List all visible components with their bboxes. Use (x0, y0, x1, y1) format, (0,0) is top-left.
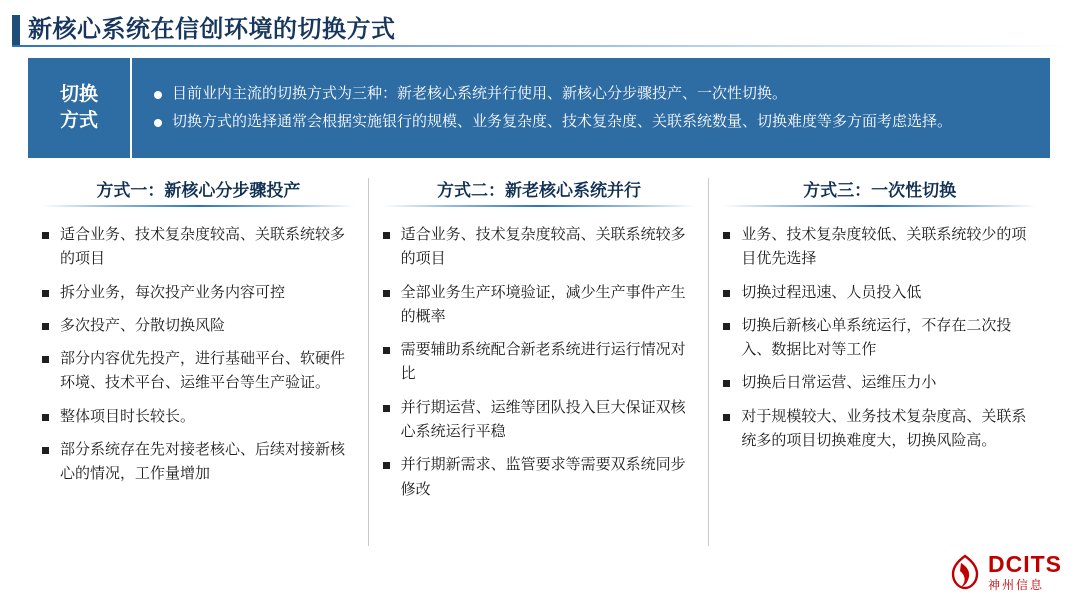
banner-tag-line1: 切换 (59, 84, 98, 106)
square-bullet-icon (383, 290, 390, 297)
list-item (723, 371, 1036, 395)
dot-bullet-icon (154, 91, 162, 99)
banner-point (154, 111, 1032, 134)
list-item (383, 223, 696, 272)
column-method-one (28, 170, 369, 560)
list-item-text: 切换后日常运营、运维压力小 (741, 374, 937, 392)
banner-tag-line2: 方式 (59, 110, 98, 131)
list-item-text: 切换过程迅速、人员投入低 (741, 283, 922, 301)
company-logo (912, 546, 1062, 598)
column-heading: 方式二：新老核心系统并行 (437, 181, 641, 200)
square-bullet-icon (723, 380, 730, 387)
square-bullet-icon (42, 323, 49, 330)
column-heading: 方式三：一次性切换 (803, 181, 957, 200)
list-item (383, 281, 696, 330)
column-bullet-list (723, 223, 1036, 453)
square-bullet-icon (723, 290, 730, 297)
list-item (42, 438, 355, 487)
square-bullet-icon (383, 232, 390, 239)
list-item-text: 多次投产、分散切换风险 (60, 316, 226, 334)
list-item (723, 281, 1036, 305)
banner-point (154, 83, 1032, 106)
list-item-text: 需要辅助系统配合新老系统进行运行情况对比 (400, 341, 686, 383)
list-item (42, 347, 355, 396)
square-bullet-icon (42, 232, 49, 239)
column-method-two (369, 170, 710, 560)
square-bullet-icon (42, 414, 49, 421)
column-heading-rule (42, 205, 355, 207)
title-underline (12, 45, 1068, 47)
column-heading: 方式一：新核心分步骤投产 (96, 181, 301, 200)
dot-bullet-icon (154, 119, 162, 127)
banner-point-text: 切换方式的选择通常会根据实施银行的规模、业务复杂度、技术复杂度、关联系统数量、切换难度等多方面考虑选择。 (172, 112, 953, 130)
square-bullet-icon (383, 347, 390, 354)
column-bullet-list (42, 223, 355, 487)
list-item (42, 223, 355, 272)
list-item (723, 314, 1036, 363)
list-item (383, 453, 696, 502)
logo-main-text: DCITS (988, 551, 1062, 577)
banner-tag (28, 58, 132, 158)
title-accent-bar (12, 15, 20, 45)
list-item (42, 314, 355, 338)
column-method-three (709, 170, 1050, 560)
square-bullet-icon (383, 405, 390, 412)
list-item-text: 整体项目时长较长。 (60, 407, 196, 425)
list-item (723, 405, 1036, 454)
square-bullet-icon (723, 414, 730, 421)
list-item-text: 切换后新核心单系统运行，不存在二次投入、数据比对等工作 (741, 316, 1012, 359)
square-bullet-icon (42, 447, 49, 454)
banner-body (132, 58, 1050, 158)
list-item-text: 对于规模较大、业务技术复杂度高、关联系统多的项目切换难度大，切换风险高。 (741, 407, 1027, 450)
list-item-text: 业务、技术复杂度较低、关联系统较少的项目优先选择 (741, 226, 1027, 268)
column-heading-rule (723, 205, 1036, 207)
square-bullet-icon (42, 356, 49, 363)
square-bullet-icon (42, 290, 49, 297)
columns-container (28, 170, 1050, 560)
page-title: 新核心系统在信创环境的切换方式 (28, 15, 396, 43)
list-item (723, 223, 1036, 272)
list-item (42, 405, 355, 429)
banner-point-text: 目前业内主流的切换方式为三种：新老核心系统并行使用、新核心分步骤投产、一次性切换。 (172, 85, 788, 102)
list-item (42, 281, 355, 305)
summary-banner (28, 58, 1050, 158)
list-item-text: 适合业务、技术复杂度较高、关联系统较多的项目 (400, 226, 686, 268)
dcits-logo-icon (948, 554, 982, 590)
logo-sub-text: 神州信息 (988, 578, 1045, 592)
column-bullet-list (383, 223, 696, 502)
list-item-text: 拆分业务，每次投产业务内容可控 (60, 283, 286, 301)
list-item-text: 部分系统存在先对接老核心、后续对接新核心的情况，工作量增加 (60, 441, 346, 483)
list-item-text: 适合业务、技术复杂度较高、关联系统较多的项目 (60, 226, 346, 268)
list-item-text: 全部业务生产环境验证，减少生产事件产生的概率 (400, 283, 686, 325)
list-item (383, 338, 696, 387)
list-item-text: 部分内容优先投产，进行基础平台、软硬件环境、技术平台、运维平台等生产验证。 (60, 350, 346, 392)
square-bullet-icon (723, 232, 730, 239)
list-item-text: 并行期运营、运维等团队投入巨大保证双核心系统运行平稳 (400, 398, 686, 441)
column-heading-rule (383, 205, 696, 207)
square-bullet-icon (723, 323, 730, 330)
list-item-text: 并行期新需求、监管要求等需要双系统同步修改 (400, 456, 686, 498)
list-item (383, 396, 696, 445)
logo-text (988, 553, 1062, 591)
square-bullet-icon (383, 462, 390, 469)
